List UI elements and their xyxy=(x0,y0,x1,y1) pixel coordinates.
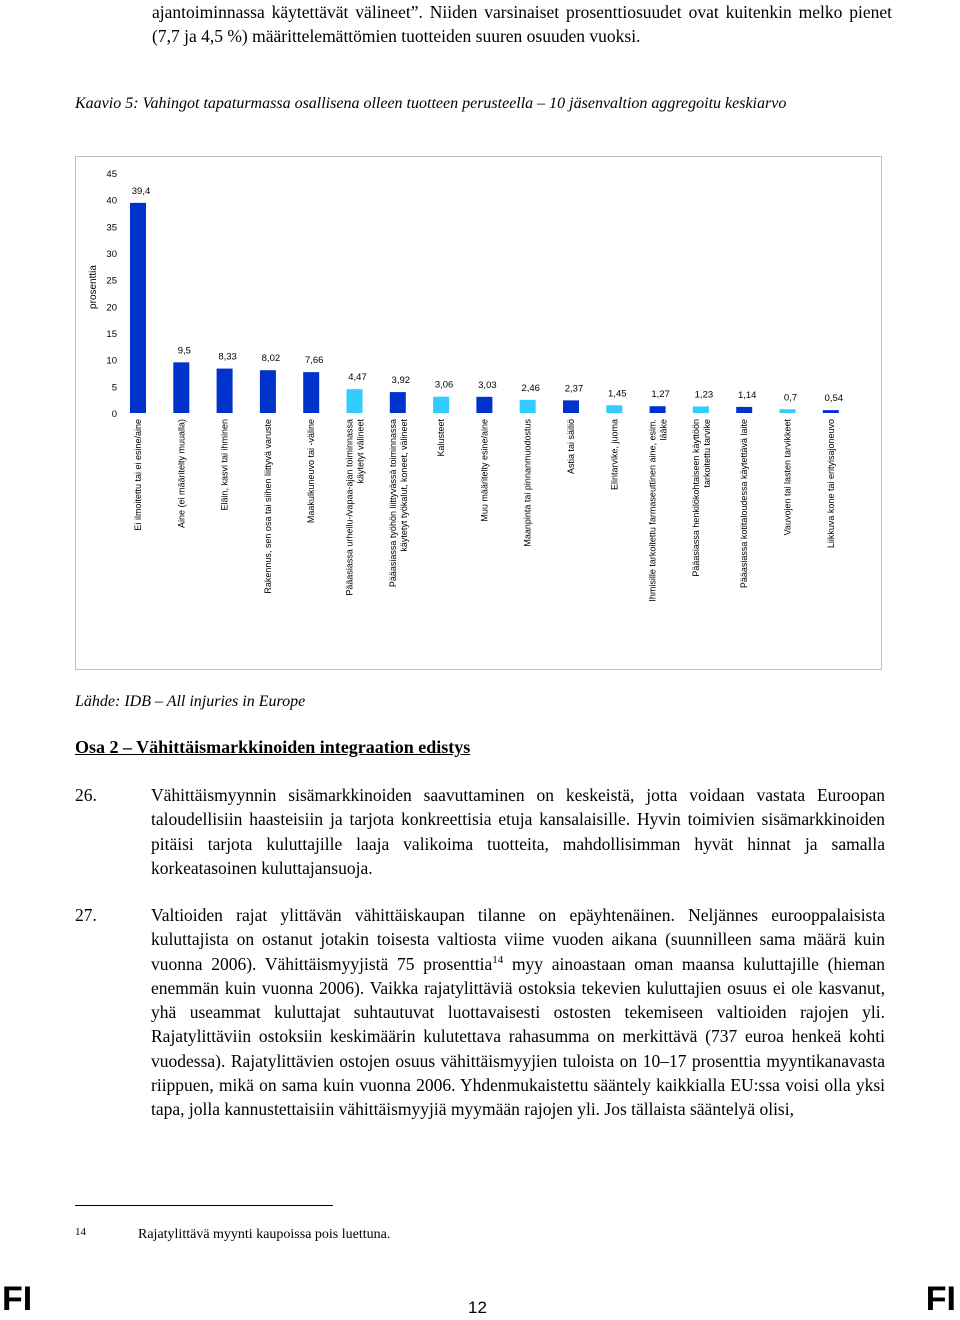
x-tick-label-line: Pääasiassa urheilu-/vapaa-ajan toiminnassa xyxy=(344,419,355,596)
y-tick-label: 25 xyxy=(106,275,117,287)
bar-value-label: 0,54 xyxy=(824,393,844,405)
bar-value-label: 3,03 xyxy=(478,379,497,391)
bar xyxy=(433,397,449,413)
bar-value-label: 2,46 xyxy=(521,382,540,394)
x-tick-label: Kalusteet xyxy=(436,419,447,457)
x-tick-label xyxy=(345,419,366,596)
bar-value-label: 3,06 xyxy=(434,379,454,391)
bar xyxy=(130,203,146,413)
footer-language-left: FI xyxy=(2,1280,33,1318)
y-tick-label: 15 xyxy=(106,329,117,340)
y-tick-label: 45 xyxy=(106,169,117,180)
bar xyxy=(736,407,752,413)
x-tick-label: Ei ilmoitettu tai ei esine/aine xyxy=(133,419,143,531)
bar xyxy=(563,400,579,413)
bar-value-label: 9,5 xyxy=(177,345,191,357)
bar-value-label: 4,47 xyxy=(348,372,367,384)
paragraph-number: 26. xyxy=(75,785,97,805)
y-tick-label: 10 xyxy=(106,355,117,367)
x-tick-label: Eläin, kasvi tai ihminen xyxy=(219,419,230,511)
bar xyxy=(693,406,709,413)
paragraph-text: Vähittäismyynnin sisämarkkinoiden saavuttaminen on keskeistä, jotta voidaan vastata Euroopan taloudellisiin haasteisiin ja tarjota konkreettisia etuja kansalaisille. Hyvin toimivien sisämarkkinoiden pitäisi tarjota kuluttajille laaja valikoima tuotteita, mahdollisimman hyvät hinnat ja samalla korkeatasoinen kuluttajansuoja. xyxy=(151,785,885,878)
y-tick-label: 5 xyxy=(111,382,117,394)
bar-value-label: 8,33 xyxy=(218,351,237,363)
bar-value-label: 1,27 xyxy=(651,389,670,401)
paragraph-text-part: myy ainoastaan oman maansa kuluttajille (hieman enemmän kuin vuonna 2006). Vaikka rajatylittäviä ostoksia tekevien kuluttajien osuus ei ole kasvanut, yhä useammat kuluttajat suhtautuvat luottavaisesti ostosten tekemiseen valtioiden rajojen yli. Rajatylittäviin ostoksiin keskimäärin kulutettava rahasumma on merkittävä (737 euroa henkeä kohti vuodessa). Rajatylittävien ostojen osuus vähittäismyyjien tuloista on 10–17 prosenttia myyntikanavasta riippuen, mikä on sama kuin vuonna 2006. Yhdenmukaistettu sääntely kaikkialla EU:ssa voisi olla yksi tapa, jolla kannustettaisiin vähittäismyyjiä myymään rajojen yli. Jos tällaista sääntelyä olisi, xyxy=(151,953,885,1120)
paragraph-number: 27. xyxy=(75,905,97,925)
page-number: 12 xyxy=(468,1298,487,1317)
x-tick-label-line: Pääasiassa työhön liittyvässä toiminnassa xyxy=(387,419,398,588)
x-tick-label-line: käytetyt työkalut, koneet, välineet xyxy=(398,419,409,552)
x-tick-label: Muu määritelty esine/aine xyxy=(479,419,490,522)
y-tick-label: 20 xyxy=(106,302,117,314)
bar xyxy=(520,400,536,413)
bar-value-label: 7,66 xyxy=(304,355,324,367)
bar-chart xyxy=(75,156,882,670)
x-tick-label-line: käytetyt välineet xyxy=(355,419,366,484)
bar-value-label: 2,37 xyxy=(564,383,584,395)
x-tick-label: Vauvojen tai lasten tarvikkeet xyxy=(782,419,793,536)
x-tick-label xyxy=(648,419,669,602)
x-tick-label: Maakulkuneuvo tai -väline xyxy=(306,419,317,524)
bar xyxy=(260,370,276,413)
paragraph-text-part: Valtioiden rajat ylittävän vähittäiskaupan tilanne on epäyhtenäinen. Neljännes eurooppalaisista kuluttajista on ostanut jotakin toisesta valtiosta viime vuoden aikana (suunnilleen sama määrä kuin vuonna 2006). Vähittäismyyjistä 75 prosenttia xyxy=(151,905,885,974)
x-tick-label-line: Pääasiassa henkilökohtaiseen käyttöön xyxy=(690,419,701,577)
footnote-divider xyxy=(75,1205,333,1206)
paragraph-26 xyxy=(75,783,885,880)
footnote-ref[interactable]: 14 xyxy=(492,953,504,966)
bar-value-label: 0,7 xyxy=(783,392,798,404)
x-tick-label-line: Ihmisille tarkoitettu farmaseuttinen aine, esim. xyxy=(647,419,658,602)
x-tick-label: Aine (ei määritelty muualla) xyxy=(176,419,187,529)
bar xyxy=(476,397,492,413)
y-tick-label: 40 xyxy=(106,195,117,207)
x-tick-label: Pääasiassa kotitaloudessa käytettävä laite xyxy=(739,419,750,589)
bar xyxy=(173,362,189,413)
bar-value-label: 1,45 xyxy=(608,388,627,400)
x-tick-label: Astia tai säiliö xyxy=(566,419,576,475)
chart-caption: Kaavio 5: Vahingot tapaturmassa osallisena olleen tuotteen perusteella – 10 jäsenvaltion aggregoitu keskiarvo xyxy=(75,95,787,112)
bar-value-label: 39,4 xyxy=(131,185,151,197)
x-tick-label-line: tarkoitettu tarvike xyxy=(701,419,712,488)
bar xyxy=(780,409,796,413)
paragraph-text xyxy=(151,903,885,1122)
x-tick-label xyxy=(388,419,409,588)
x-tick-label: Rakennus, sen osa tai siihen liittyvä varuste xyxy=(262,419,273,594)
bar xyxy=(347,389,363,413)
y-axis-title: prosenttia xyxy=(88,265,99,309)
bar xyxy=(390,392,406,413)
section-heading: Osa 2 – Vähittäismarkkinoiden integraation edistys xyxy=(75,737,471,757)
bar-value-label: 3,92 xyxy=(391,375,411,387)
bar xyxy=(303,372,319,413)
bar xyxy=(606,405,622,413)
x-tick-label: Liikkuva kone tai erityisajoneuvo xyxy=(825,419,836,549)
footer-language-right: FI xyxy=(925,1280,956,1318)
paragraph-27 xyxy=(75,903,885,1122)
footnote-number: 14 xyxy=(75,1226,86,1238)
bar-value-label: 1,23 xyxy=(694,389,714,401)
y-tick-label: 30 xyxy=(106,249,117,260)
y-tick-label: 35 xyxy=(106,222,117,234)
footnote-text: Rajatylittävä myynti kaupoissa pois luettuna. xyxy=(138,1227,391,1242)
bar xyxy=(650,406,666,413)
intro-paragraph: ajantoiminnassa käytettävät välineet”. Niiden varsinaiset prosenttiosuudet ovat kuitenkin melko pienet (7,7 ja 4,5 %) määrittelemättömien tuotteiden suuren osuuden vuoksi. xyxy=(152,2,892,46)
x-tick-label-line: lääke xyxy=(658,419,669,441)
bar-value-label: 1,14 xyxy=(737,389,757,401)
chart-source: Lähde: IDB – All injuries in Europe xyxy=(75,693,306,710)
chart-svg xyxy=(76,157,881,669)
x-tick-label: Maanpinta tai pinnanmuodostus xyxy=(522,419,533,547)
bar-value-label: 8,02 xyxy=(261,353,281,365)
x-tick-label xyxy=(691,419,712,577)
x-tick-label: Elintarvike, juoma xyxy=(609,419,620,491)
bar xyxy=(823,410,839,413)
y-tick-label: 0 xyxy=(111,409,117,420)
bar xyxy=(217,369,233,413)
